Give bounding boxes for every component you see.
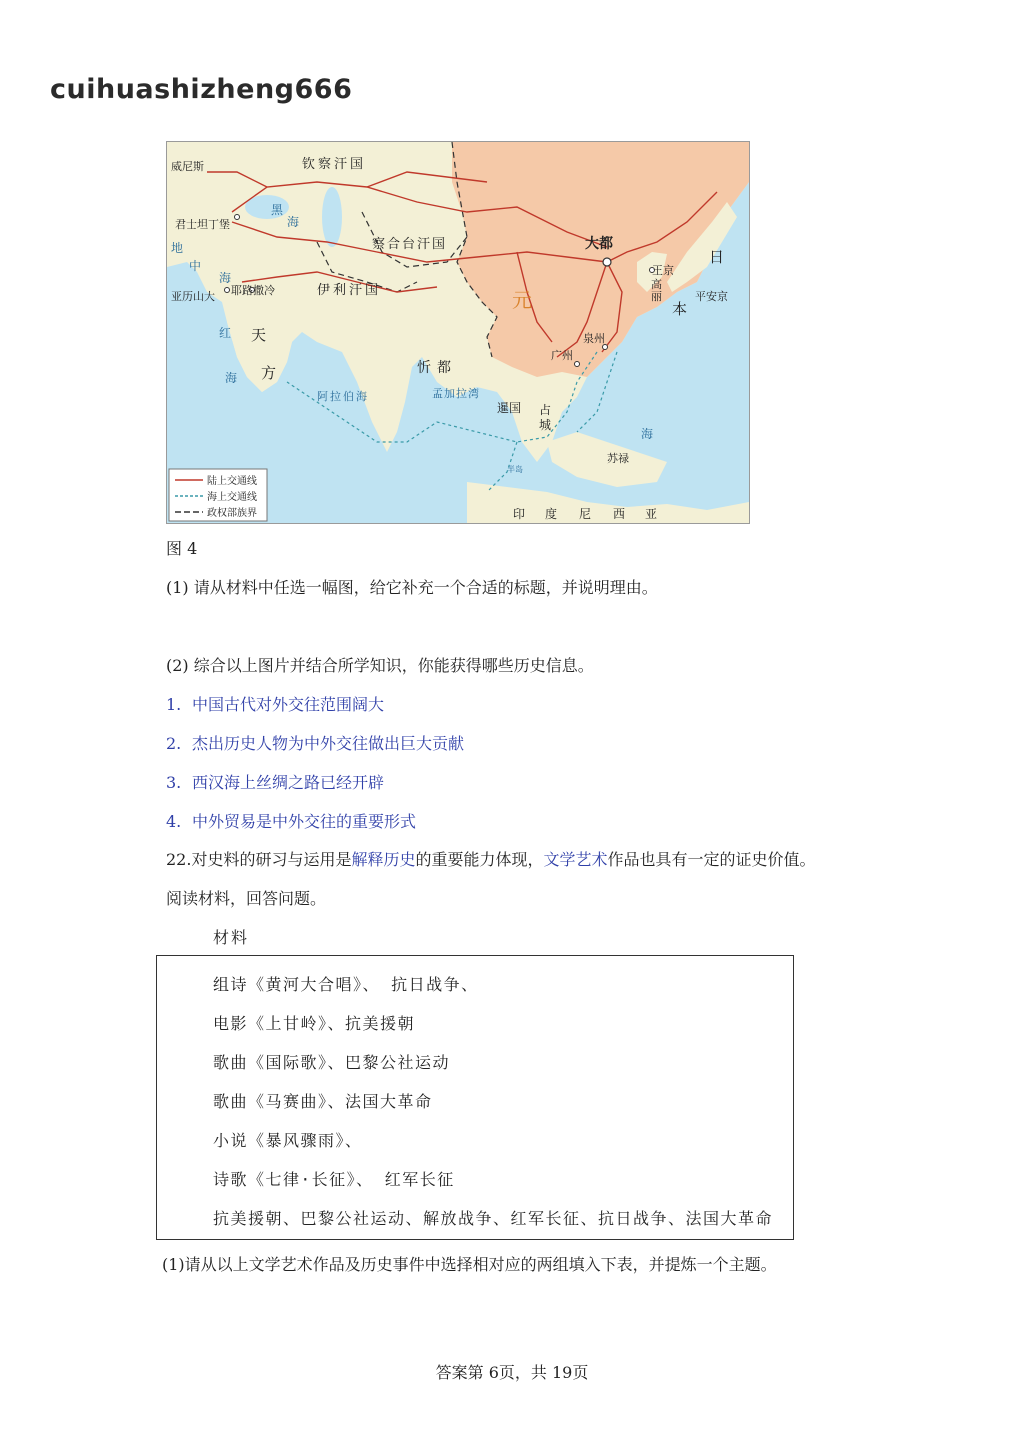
material-line: 歌曲《国际歌》、巴黎公社运动 — [213, 1053, 451, 1072]
svg-text:日: 日 — [709, 248, 725, 266]
page-footer: 答案第 6页，共 19页 — [435, 1363, 589, 1382]
question-22: 22.对史料的研习与运用是解释历史的重要能力体现，文学艺术作品也具有一定的证史价值。 — [166, 850, 816, 869]
svg-text:海: 海 — [219, 271, 232, 285]
svg-text:度: 度 — [545, 507, 558, 521]
svg-text:地: 地 — [171, 241, 184, 255]
label-quanzhou: 泉州 — [583, 332, 605, 345]
label-siam: 暹国 — [497, 401, 522, 415]
question-22-1: (1)请从以上文学艺术作品及历史事件中选择相对应的两组填入下表，并提炼一个主题。 — [162, 1255, 777, 1274]
label-heian: 平安京 — [695, 290, 728, 303]
svg-text:城: 城 — [539, 418, 552, 432]
answer-item: 2. 杰出历史人物为中外交往做出巨大贡献 — [166, 734, 465, 753]
label-arabian-sea: 阿拉伯海 — [317, 390, 369, 403]
label-wangjing: 王京 — [652, 264, 674, 277]
question-2: (2) 综合以上图片并结合所学知识，你能获得哪些历史信息。 — [166, 656, 594, 675]
legend-border: 政权部族界 — [207, 508, 257, 519]
legend-land: 陆上交通线 — [207, 476, 257, 487]
label-kipchak: 钦察汗国 — [302, 157, 367, 172]
svg-text:本: 本 — [672, 300, 688, 318]
material-line: 小说《暴风骤雨》、 — [213, 1131, 363, 1150]
svg-text:半岛: 半岛 — [507, 465, 523, 474]
historical-map — [166, 141, 750, 524]
svg-text:尼: 尼 — [579, 507, 592, 521]
svg-text:丽: 丽 — [651, 290, 662, 303]
watermark: cuihuashizheng666 — [50, 74, 353, 105]
svg-text:海: 海 — [287, 215, 300, 229]
label-yuan: 元 — [512, 288, 532, 312]
svg-text:天: 天 — [251, 326, 267, 344]
material-line: 抗美援朝、巴黎公社运动、解放战争、红军长征、抗日战争、法国大革命 — [213, 1209, 774, 1228]
answer-item: 3. 西汉海上丝绸之路已经开辟 — [166, 773, 385, 792]
material-line: 电影《上甘岭》、抗美援朝 — [213, 1014, 416, 1033]
label-venice: 威尼斯 — [171, 160, 204, 173]
question-22-instruction: 阅读材料，回答问题。 — [166, 889, 327, 908]
material-line: 诗歌《七律·长征》、 红军长征 — [213, 1170, 455, 1189]
label-sulu: 苏禄 — [607, 452, 629, 465]
label-constantinople: 君士坦丁堡 — [175, 218, 230, 231]
svg-text:占: 占 — [539, 403, 552, 417]
label-bay-of-bengal: 孟加拉湾 — [432, 387, 480, 400]
label-black-sea: 黑 — [271, 203, 284, 217]
label-guangzhou: 广州 — [551, 349, 573, 362]
svg-text:中: 中 — [189, 259, 202, 273]
map-legend — [169, 469, 267, 521]
svg-text:海: 海 — [225, 371, 238, 385]
svg-text:红: 红 — [219, 326, 232, 340]
highlight-term: 文学艺术 — [543, 850, 608, 869]
label-dadu: 大都 — [585, 236, 613, 252]
label-jerusalem: 耶路撒冷 — [231, 284, 275, 297]
answer-item: 1. 中国古代对外交往范围阔大 — [166, 695, 385, 714]
material-line: 组诗《黄河大合唱》、 抗日战争、 — [213, 975, 479, 994]
svg-text:高: 高 — [651, 278, 662, 291]
question-1: (1) 请从材料中任选一幅图，给它补充一个合适的标题，并说明理由。 — [166, 578, 658, 597]
figure-caption: 图 4 — [166, 539, 198, 558]
legend-sea: 海上交通线 — [207, 492, 257, 503]
svg-text:海: 海 — [641, 427, 654, 441]
material-line: 歌曲《马赛曲》、法国大革命 — [213, 1092, 433, 1111]
label-chagatai: 察合台汗国 — [372, 237, 448, 252]
highlight-term: 解释历史 — [351, 850, 416, 869]
svg-text:印: 印 — [513, 507, 526, 521]
svg-text:亚: 亚 — [645, 507, 658, 521]
label-alexandria: 亚历山大 — [171, 290, 215, 303]
svg-text:方: 方 — [261, 364, 277, 382]
label-india: 忻都 — [417, 360, 457, 376]
label-ilkhanate: 伊利汗国 — [317, 283, 382, 298]
answer-item: 4. 中外贸易是中外交往的重要形式 — [166, 812, 417, 831]
material-label: 材料 — [213, 928, 250, 947]
svg-text:西: 西 — [613, 507, 626, 521]
